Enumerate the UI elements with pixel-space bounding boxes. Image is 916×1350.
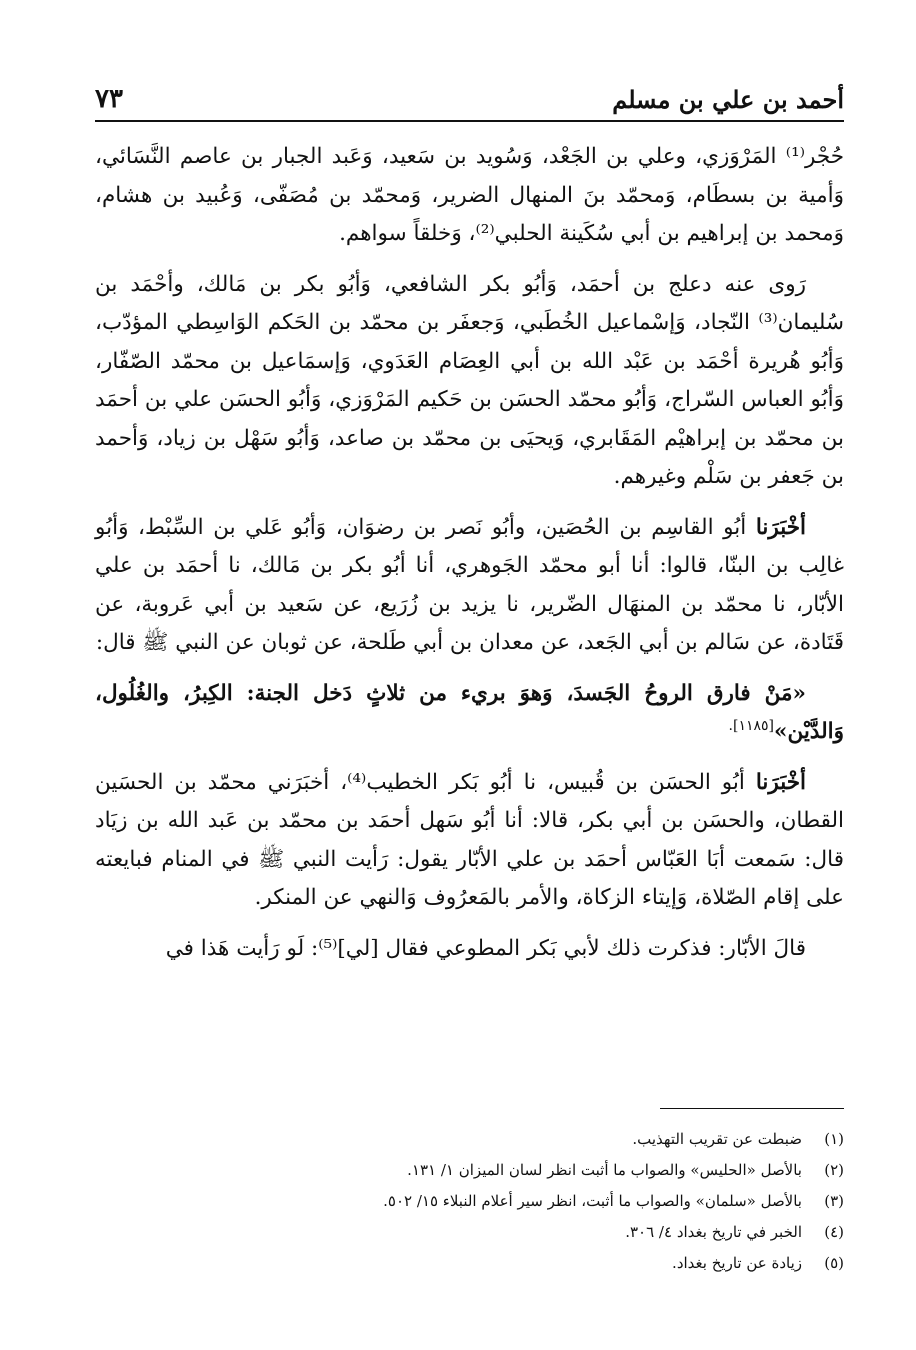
akhbarana-lead: أخْبَرَنا bbox=[755, 514, 806, 540]
footnote-text: ضبطت عن تقريب التهذيب. bbox=[632, 1130, 802, 1148]
paragraph-5: قالَ الأبّار: فذكرت ذلك لأبي بَكر المطوعي فقال [لي]⁽⁵⁾: لَو رَأيت هَذا في bbox=[165, 935, 806, 961]
page-number: ٧٣ bbox=[95, 84, 123, 114]
paragraph-3 bbox=[95, 509, 844, 663]
footnote-number: (٤) bbox=[824, 1223, 844, 1241]
footnote-item bbox=[300, 1248, 844, 1279]
footnote-item bbox=[300, 1155, 844, 1186]
footnote-item bbox=[300, 1217, 844, 1248]
footnote-text: الخبر في تاريخ بغداد ٤/ ٣٠٦. bbox=[625, 1223, 802, 1241]
footnote-number: (١) bbox=[824, 1130, 844, 1148]
footnotes bbox=[300, 1124, 844, 1279]
footnote-number: (٥) bbox=[824, 1254, 844, 1272]
running-title: أحمد بن علي بن مسلم bbox=[612, 85, 844, 114]
footnote-number: (٣) bbox=[824, 1192, 844, 1210]
main-text bbox=[95, 138, 844, 980]
footnote-number: (٢) bbox=[824, 1161, 844, 1179]
footnote-item bbox=[300, 1124, 844, 1155]
paragraph-3-text: أبُو القاسِم بن الحُصَين، وأبُو نَصر بن رضوَان، وَأبُو عَلي بن السِّبْط، وَأبُو غالِب بن البنّا، قالوا: أنا أبو محمّد الجَوهري، أنا أبُو بكر بن مَالك، نا أحمَد بن علي الأبّار، نا محمّد بن المنهَال الضّرير، نا يزيد بن زُرَيع، عن سَعيد بن أبي عَروبة، عن قَتَادة، عن سَالم بن أبي الجَعد، عن معدان بن أبي طَلحة، عن ثوبان عن النبي ﷺ قال: bbox=[95, 514, 844, 655]
hadith-ref: [١١٨٥]. bbox=[728, 717, 775, 734]
footnote-item bbox=[300, 1186, 844, 1217]
page-header bbox=[95, 70, 844, 122]
hadith-text bbox=[95, 675, 844, 752]
footnote-text: زيادة عن تاريخ بغداد. bbox=[672, 1254, 802, 1272]
paragraph-1: حُجْر⁽¹⁾ المَرْوَزي، وعلي بن الجَعْد، وَسُويد بن سَعيد، وَعَبد الجبار بن عاصم النَّسَائي، وَأمية بن بسطَام، وَمحمّد بنَ المنهال الضرير، وَمحمّد بن مُصَفّى، وَعُبيد بن هشام، وَمحمد بن إبراهيم بن أبي سُكَينة الحلبي⁽²⁾، وَخلقاً سواهم. bbox=[95, 144, 844, 246]
paragraph-4-text: أبُو الحسَن بن قُبيس، نا أبُو بَكر الخطيب⁽⁴⁾، أخبَرَني محمّد بن الحسَين القطان، والحسَن بن أبي بكر، قالا: أنا أبُو سَهل أحمَد بن محمّد بن عَبد الله بن زيَاد قال: سَمعت أبَا العَبّاس أحمَد بن علي الأبّار يقول: رَأيت النبي ﷺ في المنام فبايعته على إقام الصّلاة، وَإيتاء الزكاة، والأمر بالمَعرُوف وَالنهي عن المنكر. bbox=[95, 769, 844, 910]
akhbarana-lead: أخْبَرَنا bbox=[755, 769, 806, 795]
paragraph-4 bbox=[95, 764, 844, 918]
footnote-rule bbox=[660, 1108, 844, 1109]
footnote-text: بالأصل «سلمان» والصواب ما أثبت، انظر سير أعلام النبلاء ١٥/ ٥٠٢. bbox=[383, 1192, 802, 1210]
hadith-body: «مَنْ فارق الروحُ الجَسدَ، وَهوَ بريء من ثلاثٍ دَخل الجنة: الكِبرُ، والغُلُول، وَالدَّيْن» bbox=[95, 680, 844, 744]
footnote-text: بالأصل «الحليس» والصواب ما أثبت انظر لسان الميزان ١/ ١٣١. bbox=[407, 1161, 802, 1179]
paragraph-2: رَوى عنه دعلج بن أحمَد، وَأبُو بكر الشافعي، وَأبُو بكر بن مَالك، وأحْمَد بن سُليمان⁽³⁾ النّجاد، وَإسْماعيل الخُطَبي، وَجعفَر بن محمّد بن الحَكم الوَاسِطي المؤدّب، وَأبُو هُريرة أحْمَد بن عَبْد الله بن أبي العِصَام العَدَوي، وَإسمَاعيل بن محمّد الصّفّار، وَأبُو العباس السّراج، وَأبُو محمّد الحسَن بن حَكيم المَرْوَزي، وَأبُو الحسَن علي بن أحمَد بن محمّد بن إبراهيْم المَقَابري، وَيحيَى بن محمّد بن صاعد، وَأبُو سَهْل بن زياد، وَأحمد بن جَعفر بن سَلْم وغيرهم. bbox=[95, 271, 844, 489]
